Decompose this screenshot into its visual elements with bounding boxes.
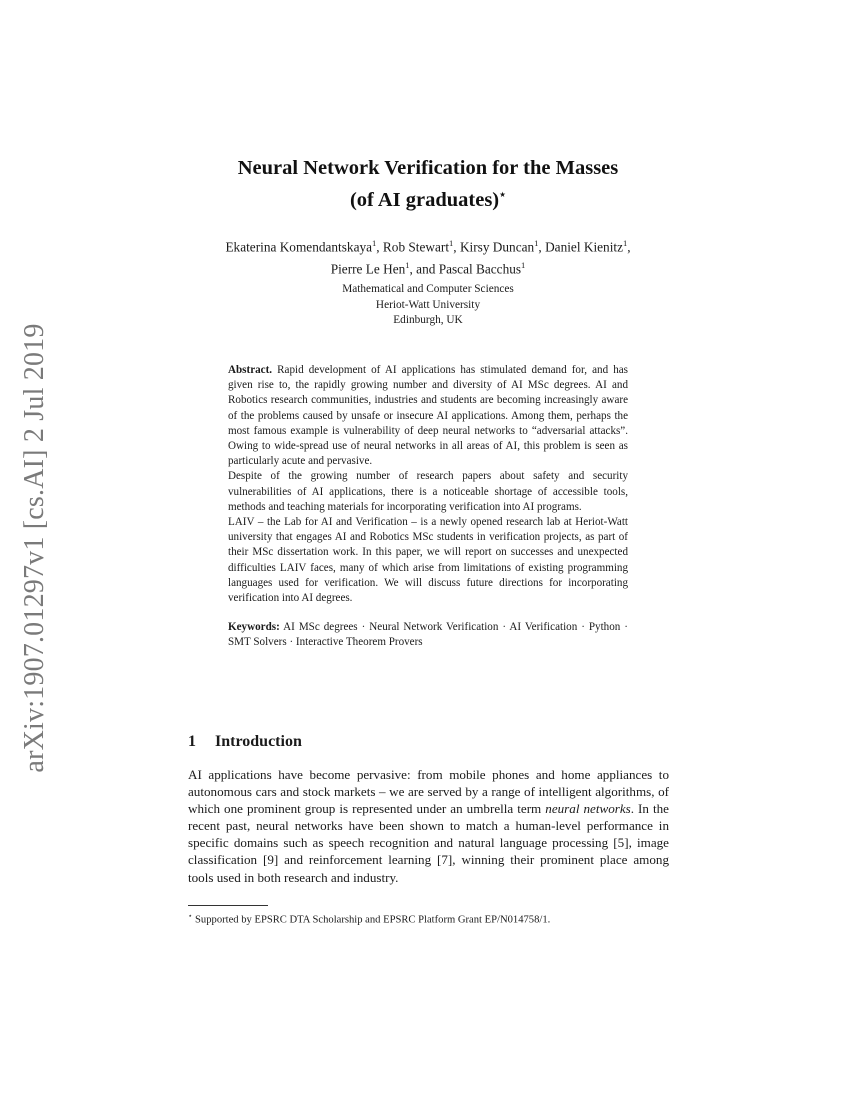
intro-emphasis: neural networks	[545, 801, 631, 817]
keywords-line	[228, 620, 628, 650]
abstract-paragraph-2: Despite of the growing number of research papers about safety and security vulnerabilities of AI applications, there is a noticeable shortage of accessible tools, methods and teaching materials for incorporating verification into AI programs.	[228, 470, 628, 513]
section-title: Introduction	[215, 733, 302, 750]
affiliation-university: Heriot-Watt University	[375, 298, 481, 311]
author-separator: ,	[453, 239, 460, 255]
section-number: 1	[188, 733, 196, 750]
author-affiliation-mark: 1	[372, 238, 377, 248]
author-name: Pierre Le Hen	[330, 261, 406, 277]
author-list	[188, 234, 668, 279]
author-separator: ,	[376, 239, 383, 255]
paper-title	[188, 155, 668, 214]
author-name: Pascal Bacchus	[438, 261, 522, 277]
title-footnote-mark: ⋆	[499, 189, 507, 201]
author-name: Rob Stewart	[382, 239, 450, 255]
affiliation	[188, 282, 668, 329]
author-name: Daniel Kienitz	[545, 239, 623, 255]
abstract-paragraph-1	[228, 363, 628, 469]
intro-text-part-2: . In the recent past, neural networks have been shown to match a human-level performance in specific domains such as speech recognition and natural language processing [5], image classification [9] and reinforcement learning [7], winning their prominent place among tools used in both research and industry.	[188, 801, 669, 885]
author-separator: , and	[409, 261, 439, 277]
arxiv-identifier-stamp	[0, 0, 60, 1100]
author-affiliation-mark: 1	[405, 260, 410, 271]
footnote-divider	[188, 905, 268, 906]
title-line-2: (of AI graduates)	[349, 188, 500, 211]
arxiv-identifier-text: arXiv:1907.01297v1 [cs.AI] 2 Jul 2019	[19, 323, 50, 773]
abstract-text-1: Rapid development of AI applications has stimulated demand for, and has given rise to, the rapidly growing number and diversity of AI MSc degrees. AI and Robotics research communities, industries and students are becoming increasingly aware of the problems caused by unsafe or insecure AI applications. Among them, perhaps the most famous example is vulnerability of deep neural networks to “adversarial attacks”. Owing to wide-spread use of neural networks in all areas of AI, this problem is seen as particularly acute and pervasive.	[228, 364, 628, 468]
footnote	[188, 910, 669, 927]
footnote-text: Supported by EPSRC DTA Scholarship and EPSRC Platform Grant EP/N014758/1.	[192, 914, 551, 926]
keywords-text: AI MSc degrees · Neural Network Verification · AI Verification · Python · SMT Solvers · Interactive Theorem Provers	[228, 621, 628, 649]
author-affiliation-mark: 1	[521, 260, 526, 271]
intro-text-part-1: AI applications have become pervasive: from mobile phones and home appliances to autonomous cars and stock markets – we are served by a range of intelligent algorithms, of which one prominent group is represented under an umbrella term	[188, 767, 669, 817]
title-line-1: Neural Network Verification for the Masses	[237, 157, 619, 179]
footnote-mark: ⋆	[188, 912, 193, 920]
introduction-paragraph	[188, 766, 669, 886]
author-affiliation-mark: 1	[534, 238, 539, 248]
author-name: Kirsy Duncan	[459, 239, 535, 255]
abstract-paragraph-3: LAIV – the Lab for AI and Verification – is a newly opened research lab at Heriot-Watt university that engages AI and Robotics MSc students in verification projects, as part of their MSc dissertation work. In this paper, we will report on successes and unexpected difficulties LAIV faces, many of which arise from limitations of existing programming languages used for verification. We will discuss future directions for incorporating verification into AI degrees.	[228, 516, 628, 605]
abstract-heading: Abstract.	[228, 364, 273, 376]
author-affiliation-mark: 1	[622, 238, 628, 248]
abstract-block	[228, 363, 628, 651]
affiliation-location: Edinburgh, UK	[393, 314, 463, 326]
introduction-body	[188, 766, 669, 886]
keywords-heading: Keywords:	[228, 621, 280, 634]
author-separator: ,	[538, 239, 546, 255]
affiliation-department: Mathematical and Computer Sciences	[342, 283, 514, 295]
author-name: Ekaterina Komendantskaya	[225, 239, 373, 255]
section-heading-introduction	[188, 733, 668, 751]
author-separator: ,	[627, 239, 631, 255]
author-affiliation-mark: 1	[449, 238, 454, 248]
